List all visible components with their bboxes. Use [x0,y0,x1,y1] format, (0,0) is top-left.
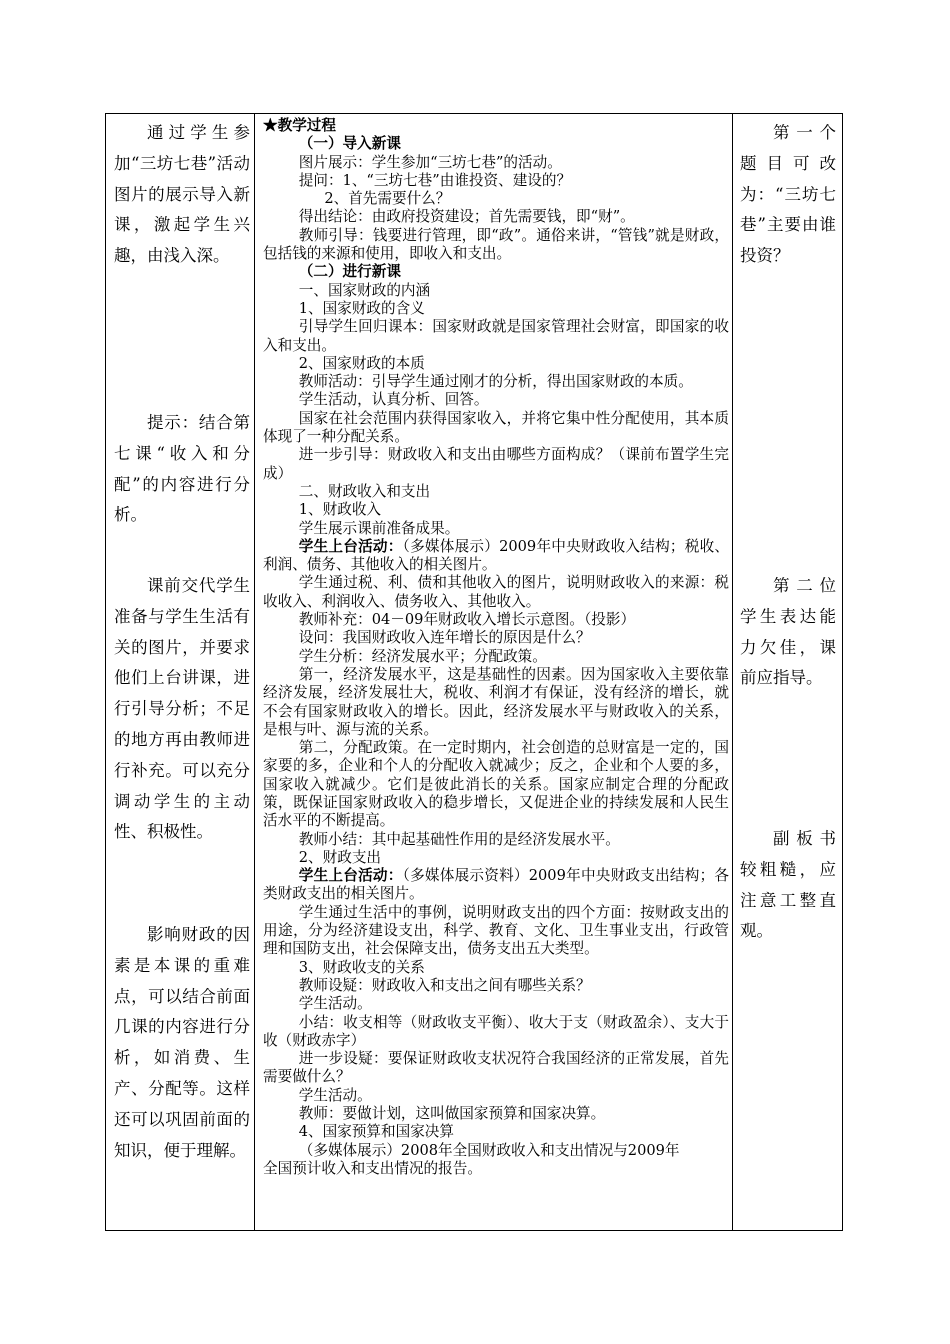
process-paragraph: 教师小结：其中起基础性作用的是经济发展水平。 [298,830,620,848]
student-activity-text: （多媒体展示）2009年中央财政收入结构；税收、利润、债务、其他收入的相关图片。 [263,537,729,574]
right-column-divider [732,114,733,1230]
process-paragraph: 教师引导：钱要进行管理，即“政”。通俗来讲，“管钱”就是财政，包括钱的来源和使用，即收入和支出。 [263,226,729,263]
process-paragraph [263,538,729,575]
process-paragraph: 教师活动：引导学生通过刚才的分析，得出国家财政的本质。 [298,373,693,391]
process-subheading: 二、财政收入和支出 [298,482,431,500]
process-subheading: 1、国家财政的含义 [298,299,425,317]
process-paragraph: 得出结论：由政府投资建设；首先需要钱，即“财”。 [298,208,635,226]
process-paragraph: 教师设疑：财政收入和支出之间有哪些关系？ [298,976,591,994]
student-activity-text: （多媒体展示资料）2009年中央财政支出结构；各类财政支出的相关图片。 [263,867,729,903]
teaching-process-column [263,117,729,1178]
left-note-2: 提示：结合第七课“收入和分配”的内容进行分析。 [114,413,250,525]
process-paragraph [263,867,729,904]
process-subheading: 2、财政支出 [298,848,382,866]
process-paragraph: 学生通过税、利、债和其他收入的图片，说明财政收入的来源：税收收入、利润收入、债务收入、其他收入。 [263,574,729,610]
process-subheading: 一、国家财政的内涵 [298,281,431,299]
process-paragraph: 设问：我国财政收入连年增长的原因是什么？ [298,629,591,647]
process-paragraph: 学生展示课前准备成果。 [298,519,460,537]
process-paragraph: 第一，经济发展水平，这是基础性的因素。因为国家收入主要依靠经济发展，经济发展壮大，税收、利润才有保证，没有经济的增长，就不会有国家财政收入的增长。因此，经济发展水平与财政收入的关系，是根与叶、源与流的关系。 [263,665,729,738]
process-paragraph: 引导学生回归课本：国家财政就是国家管理社会财富，即国家的收入和支出。 [263,318,729,354]
process-paragraph: 学生活动。 [298,995,372,1013]
process-paragraph: 学生活动。 [298,1086,372,1104]
left-note-4: 影响财政的因素是本课的重难点，可以结合前面几课的内容进行分析，如消费、生产、分配等。这样还可以巩固前面的知识，便于理解。 [114,925,250,1160]
process-subheading: 3、财政收支的关系 [298,958,425,976]
process-paragraph: 国家在社会范围内获得国家收入，并将它集中性分配使用，其本质体现了一种分配关系。 [263,409,729,446]
student-activity-label: 学生上台活动： [298,867,403,885]
process-paragraph-overflow: 全国预计收入和支出情况的报告。 [263,1159,482,1177]
process-subheading: 1、财政收入 [298,501,382,519]
left-note-1: 通过学生参加“三坊七巷”活动图片的展示导入新课，激起学生兴趣，由浅入深。 [114,123,250,266]
process-paragraph: 小结：收支相等（财政收支平衡）、收大于支（财政盈余）、支大于收（财政赤字） [263,1013,729,1049]
process-paragraph: 进一步设疑：要保证财政收支状况符合我国经济的正常发展，首先需要做什么？ [263,1050,729,1086]
process-subheading: 4、国家预算和国家决算 [298,1123,454,1141]
process-paragraph: 提问：1、“三坊七巷”由谁投资、建设的？ [298,171,572,189]
process-paragraph: 学生活动，认真分析、回答。 [298,391,489,409]
left-note-3: 课前交代学生准备与学生生活有关的图片，并要求他们上台讲课，进行引导分析；不足的地方再由教师进行补充。可以充分调动学生的主动性、积极性。 [114,576,250,842]
right-note-1: 第一个题目可改为：“三坊七巷”主要由谁投资？ [740,123,836,266]
process-paragraph: 学生通过生活中的事例，说明财政支出的四个方面：按财政支出的用途，分为经济建设支出，科学、教育、文化、卫生事业支出，行政管理和国防支出，社会保障支出，债务支出五大类型。 [263,903,729,958]
process-title: ★教学过程 [263,117,336,134]
section-heading-new-lesson: （二）进行新课 [298,263,401,281]
process-paragraph: 进一步引导：财政收入和支出由哪些方面构成？（课前布置学生完成） [263,446,729,482]
left-column-divider [254,114,255,1230]
process-paragraph: （多媒体展示）2008年全国财政收入和支出情况与2009年 [298,1141,680,1159]
process-subheading: 2、国家财政的本质 [298,354,425,372]
student-activity-label: 学生上台活动： [298,537,403,555]
lesson-plan-table [105,113,843,1231]
section-heading-intro: （一）导入新课 [298,135,401,153]
right-note-2: 第二位学生表达能力欠佳，课前应指导。 [740,576,836,688]
process-paragraph: 第二，分配政策。在一定时期内，社会创造的总财富是一定的，国家要的多，企业和个人的分配收入就减少；反之，企业和个人要的多，国家收入就减少。它们是彼此消长的关系。国家应制定合理的分配政策，既保证国家财政收入的稳步增长，又促进企业的持续发展和人民生活水平的不断提高。 [263,739,729,830]
process-paragraph: 教师补充：04－09年财政收入增长示意图。（投影） [298,611,636,629]
process-paragraph: 学生分析：经济发展水平；分配政策。 [298,647,547,665]
process-paragraph: 教师：要做计划，这叫做国家预算和国家决算。 [298,1105,606,1123]
process-paragraph: 2、首先需要什么？ [324,190,451,208]
process-paragraph: 图片展示：学生参加“三坊七巷”的活动。 [298,153,562,171]
right-note-3: 副板书较粗糙，应注意工整直观。 [740,829,836,941]
